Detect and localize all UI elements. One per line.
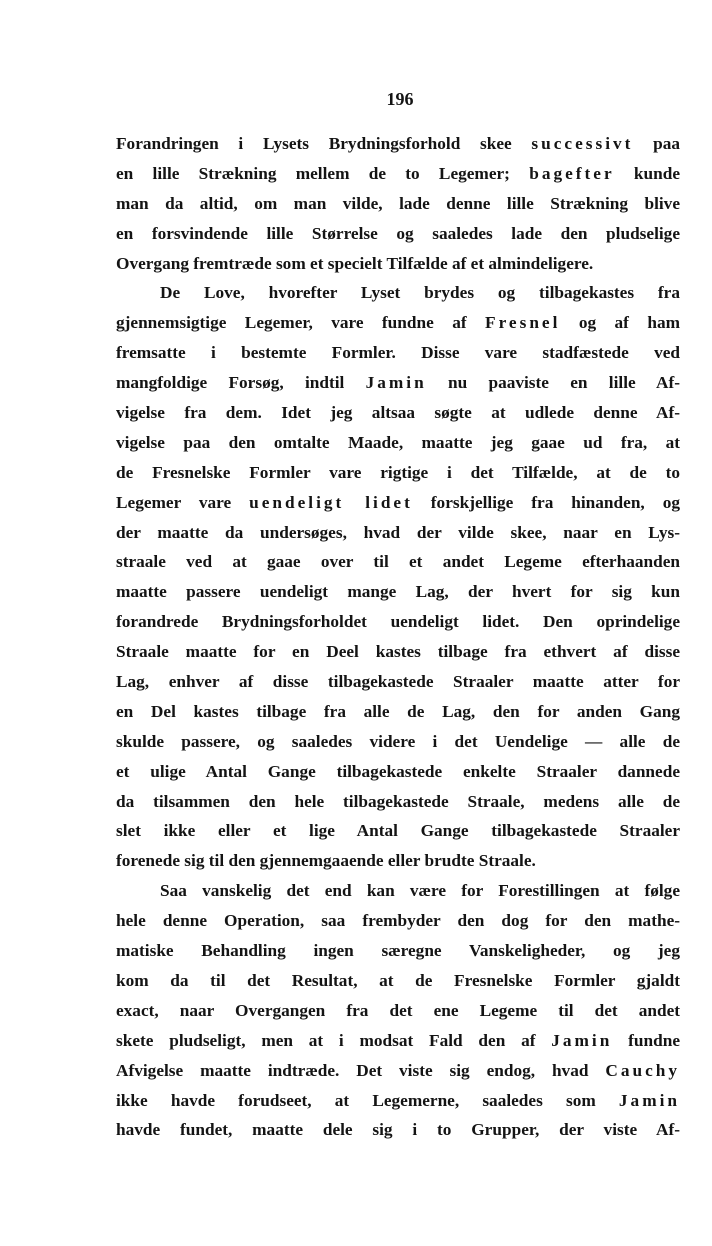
text-line <box>116 159 680 189</box>
text-line <box>116 1056 680 1086</box>
spaced-emphasis: Jamin <box>551 1030 613 1050</box>
text-line <box>116 458 680 488</box>
text-segment: havde fundet, maatte dele sig i to Grupper, der viste Af- <box>116 1120 680 1140</box>
text-line <box>116 667 680 697</box>
text-line <box>116 846 680 876</box>
text-line <box>116 936 680 966</box>
spaced-emphasis: successivt <box>531 134 634 153</box>
paragraph-p2 <box>116 278 680 876</box>
text-line <box>116 518 680 548</box>
text-segment: nu paaviste en lille Af- <box>426 373 680 393</box>
text-line <box>116 637 680 667</box>
text-segment: maatte passere uendeligt mange Lag, der hvert for sig kun <box>116 582 680 602</box>
text-line <box>116 727 680 757</box>
text-segment: De Love, hvorefter Lyset brydes og tilbagekastes fra <box>160 283 680 303</box>
text-segment: ikke havde forudseet, at Legemerne, saaledes som <box>116 1090 619 1110</box>
text-segment: Saa vanskelig det end kan være for Forestillingen at følge <box>160 881 680 901</box>
spaced-emphasis: bagefter <box>529 163 615 183</box>
text-line <box>116 488 680 518</box>
text-segment: paa <box>633 134 680 153</box>
text-segment: skete pludseligt, men at i modsat Fald den af <box>116 1030 552 1050</box>
text-segment: slet ikke eller et lige Antal Gange tilbagekastede Straaler <box>116 821 680 841</box>
text-segment: de Fresnelske Formler vare rigtige i det Tilfælde, at de to <box>116 462 680 482</box>
text-segment: Straale maatte for en Deel kastes tilbage fra ethvert af disse <box>116 642 680 662</box>
text-line <box>116 219 680 249</box>
text-line <box>116 189 680 219</box>
text-line <box>116 338 680 368</box>
body-text <box>116 129 680 1145</box>
text-segment: Legemer vare <box>116 492 250 512</box>
spaced-emphasis: uendeligt lidet <box>249 492 413 512</box>
text-segment: matiske Behandling ingen særegne Vanskeligheder, og jeg <box>116 941 680 961</box>
text-segment: kunde <box>614 163 681 183</box>
text-line <box>116 398 680 428</box>
text-segment: mangfoldige Forsøg, indtil <box>116 373 366 393</box>
text-segment: hele denne Operation, saa frembyder den dog for den mathe- <box>116 911 680 931</box>
text-segment: fundne <box>612 1030 680 1050</box>
text-line <box>116 787 680 817</box>
text-line <box>116 906 680 936</box>
text-line <box>116 966 680 996</box>
text-segment: fremsatte i bestemte Formler. Disse vare stadfæstede ved <box>116 343 680 363</box>
text-segment: Afvigelse maatte indtræde. Det viste sig endog, hvad <box>116 1060 606 1080</box>
text-line <box>116 428 680 458</box>
text-segment: Lag, enhver af disse tilbagekastede Straaler maatte atter for <box>116 672 680 692</box>
text-line <box>116 1026 680 1056</box>
text-line <box>116 249 680 279</box>
text-segment: en forsvindende lille Størrelse og saaledes lade den pludselige <box>116 223 680 243</box>
text-line <box>116 816 680 846</box>
paragraph-p1 <box>116 129 680 278</box>
text-line <box>116 368 680 398</box>
text-line <box>116 1115 680 1145</box>
text-segment: vigelse fra dem. Idet jeg altsaa søgte at udlede denne Af- <box>116 403 680 423</box>
text-segment: forenede sig til den gjennemgaaende eller brudte Straale. <box>116 851 536 871</box>
text-line <box>116 278 680 308</box>
text-line <box>116 577 680 607</box>
text-segment: forandrede Brydningsforholdet uendeligt lidet. Den oprindelige <box>116 612 680 632</box>
text-segment: Forandringen i Lysets Brydningsforhold skee <box>116 134 532 153</box>
text-line <box>116 876 680 906</box>
spaced-emphasis: Fresnel <box>485 313 561 333</box>
text-line <box>116 547 680 577</box>
text-line <box>116 607 680 637</box>
text-line <box>116 996 680 1026</box>
page-number: 196 <box>386 89 414 109</box>
text-line <box>116 1086 680 1116</box>
text-segment: en Del kastes tilbage fra alle de Lag, den for anden Gang <box>116 701 680 721</box>
text-segment: et ulige Antal Gange tilbagekastede enkelte Straaler dannede <box>116 761 680 781</box>
text-segment: Overgang fremtræde som et specielt Tilfælde af et almindeligere. <box>116 253 594 273</box>
text-line <box>116 308 680 338</box>
text-segment: gjennemsigtige Legemer, vare fundne af <box>116 313 486 333</box>
spaced-emphasis: Jamin <box>618 1090 680 1110</box>
spaced-emphasis: Cauchy <box>605 1060 680 1080</box>
text-line <box>116 129 680 159</box>
text-line <box>116 757 680 787</box>
text-segment: og af ham <box>560 313 680 333</box>
text-segment: skulde passere, og saaledes videre i det Uendelige — alle de <box>116 731 680 751</box>
text-segment: forskjellige fra hinanden, og <box>412 492 680 512</box>
spaced-emphasis: Jamin <box>365 373 427 393</box>
text-segment: kom da til det Resultat, at de Fresnelske Formler gjaldt <box>116 970 680 990</box>
text-segment: vigelse paa den omtalte Maade, maatte jeg gaae ud fra, at <box>116 432 680 452</box>
text-segment: exact, naar Overgangen fra det ene Legeme til det andet <box>116 1000 680 1020</box>
text-segment: straale ved at gaae over til et andet Legeme efterhaanden <box>116 552 680 572</box>
paragraph-p3 <box>116 876 680 1145</box>
text-line <box>116 697 680 727</box>
text-segment: da tilsammen den hele tilbagekastede Straale, medens alle de <box>116 791 680 811</box>
text-segment: der maatte da undersøges, hvad der vilde skee, naar en Lys- <box>116 522 680 542</box>
text-segment: en lille Strækning mellem de to Legemer; <box>116 163 530 183</box>
text-segment: man da altid, om man vilde, lade denne lille Strækning blive <box>116 193 680 213</box>
